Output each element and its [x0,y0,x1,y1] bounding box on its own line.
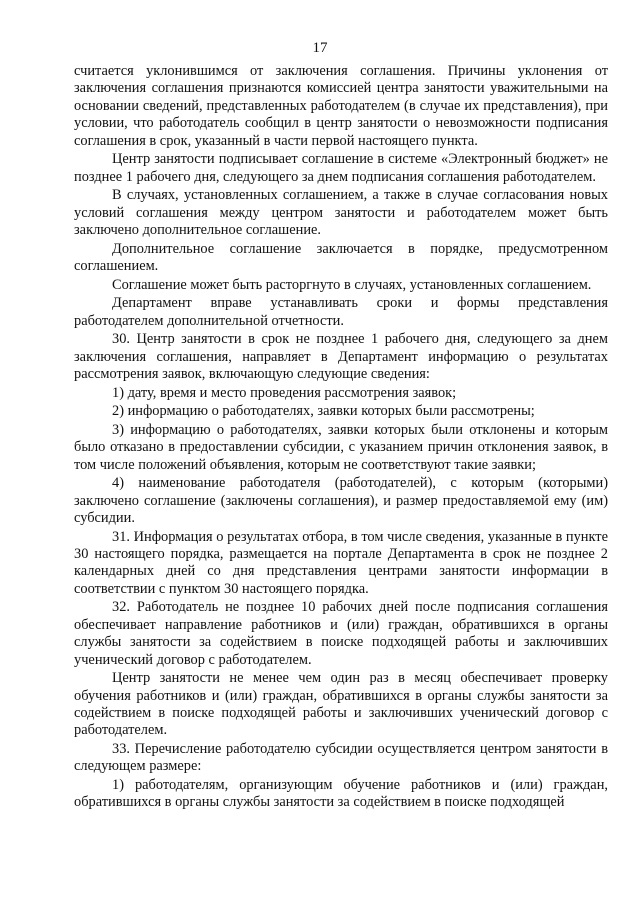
paragraph: Центр занятости подписывает соглашение в системе «Электронный бюджет» не позднее 1 рабочего дня, следующего за днем подписания соглашения работодателем. [74,151,608,185]
list-item: 2) информацию о работодателях, заявки которых были рассмотрены; [112,403,535,420]
list-item: 1) дату, время и место проведения рассмотрения заявок; [112,384,457,401]
paragraph: 33. Перечисление работодателю субсидии осуществляется центром занятости в следующем размере: [74,741,608,775]
paragraph: 31. Информация о результатах отбора, в том числе сведения, указанные в пункте 30 настоящего порядка, размещается на портале Департамента в срок не позднее 2 календарных дней со дня представления центрами занятости информации в соответствии с пунктом 30 настоящего порядка. [74,528,608,597]
paragraph: 32. Работодатель не позднее 10 рабочих дней после подписания соглашения обеспечивает направление работников и (или) граждан, обратившихся в органы службы занятости за содействием в поиске подходящей работы и заключивших ученический договор с работодателем. [74,599,608,668]
list-item: 4) наименование работодателя (работодателей), с которым (которыми) заключено соглашение (заключены соглашения), и размер предоставляемой ему (им) субсидии. [74,475,608,527]
paragraph: Соглашение может быть расторгнуто в случаях, установленных соглашением. [112,276,592,293]
paragraph: Дополнительное соглашение заключается в порядке, предусмотренном соглашением. [74,240,608,275]
paragraph: 30. Центр занятости в срок не позднее 1 рабочего дня, следующего за днем заключения соглашения, направляет в Департамент информацию о результатах рассмотрения заявок, включающую следующие сведения: [74,331,608,383]
paragraph: считается уклонившимся от заключения соглашения. Причины уклонения от заключения соглашения признаются комиссией центра занятости уважительными на основании сведений, представленных работодателем (в случае их представления), при условии, что работодатель сообщил в центр занятости о невозможности подписания соглашения в срок, указанный в части первой настоящего пункта. [74,63,608,149]
list-item: 3) информацию о работодателях, заявки которых были отклонены и которым было отказано в предоставлении субсидии, с указанием причин отклонения заявок, в том числе положений объявления, которым не соответствуют такие заявки; [74,421,608,473]
list-item: 1) работодателям, организующим обучение работников и (или) граждан, обратившихся в органы службы занятости за содействием в поиске подходящей [74,777,608,811]
paragraph: Департамент вправе устанавливать сроки и формы представления работодателем дополнительной отчетности. [74,295,608,329]
page-number: 17 [312,40,328,56]
paragraph: В случаях, установленных соглашением, а также в случае согласования новых условий соглашения между центром занятости и работодателем может быть заключено дополнительное соглашение. [74,187,608,239]
document-body [74,63,608,813]
paragraph: Центр занятости не менее чем один раз в месяц обеспечивает проверку обучения работников и (или) граждан, обратившихся в органы службы занятости за содействием в поиске подходящей работы и заключивших ученический договор с работодателем. [74,670,608,739]
